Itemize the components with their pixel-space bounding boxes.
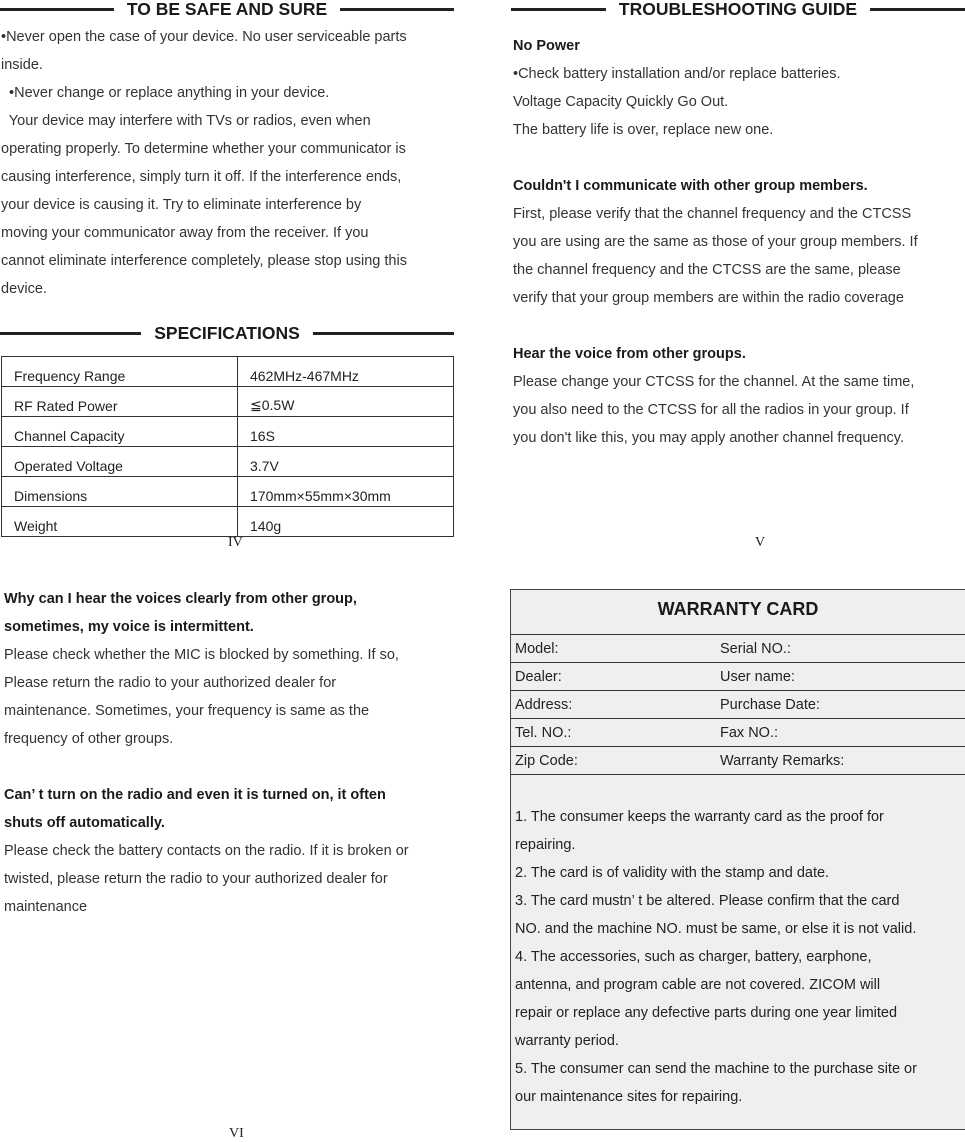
warranty-field-label: Zip Code:	[515, 752, 578, 769]
spec-label: Weight	[2, 507, 238, 537]
section-title: Couldn't I communicate with other group members.	[513, 178, 868, 194]
spec-row	[2, 507, 454, 537]
warranty-field-label: Serial NO.:	[720, 640, 791, 657]
safety-heading	[0, 0, 454, 18]
spec-value: 140g	[238, 507, 454, 537]
warranty-field-label: Model:	[515, 640, 559, 657]
faq-answer-line: maintenance. Sometimes, your frequency is same as the	[4, 703, 370, 719]
warranty-note-line: our maintenance sites for repairing.	[515, 1089, 743, 1105]
warranty-field-label: Warranty Remarks:	[720, 752, 845, 769]
page-number-vi: VI	[229, 1126, 244, 1141]
warranty-row	[511, 746, 965, 775]
warranty-note-line: 3. The card mustn’ t be altered. Please confirm that the card	[515, 893, 900, 909]
faq-answer-line: Please check whether the MIC is blocked by something. If so,	[4, 647, 399, 663]
section-title: No Power	[513, 38, 580, 54]
warranty-note-line: NO. and the machine NO. must be same, or else it is not valid.	[515, 921, 917, 937]
safety-line: cannot eliminate interference completely, please stop using this	[1, 253, 407, 269]
safety-line: Your device may interfere with TVs or radios, even when	[1, 113, 371, 129]
specifications-heading-text: SPECIFICATIONS	[154, 322, 300, 343]
warranty-field-label: Fax NO.:	[720, 724, 779, 741]
section-line: you don't like this, you may apply another channel frequency.	[513, 430, 905, 446]
spec-value: 3.7V	[238, 447, 454, 477]
specifications-table	[1, 356, 454, 537]
faq-question: sometimes, my voice is intermittent.	[4, 619, 254, 635]
spec-value: 462MHz-467MHz	[238, 357, 454, 387]
faq-text	[4, 585, 409, 921]
spec-label: Dimensions	[2, 477, 238, 507]
safety-line: operating properly. To determine whether your communicator is	[1, 141, 406, 157]
section-line: •Check battery installation and/or replace batteries.	[513, 66, 841, 82]
safety-line: moving your communicator away from the receiver. If you	[1, 225, 369, 241]
safety-line: inside.	[1, 57, 43, 73]
warranty-note-line: repair or replace any defective parts during one year limited	[515, 1005, 898, 1021]
safety-heading-text: TO BE SAFE AND SURE	[126, 0, 328, 19]
spec-row	[2, 417, 454, 447]
warranty-note-line: repairing.	[515, 837, 576, 853]
faq-answer-line: Please check the battery contacts on the radio. If it is broken or	[4, 843, 409, 859]
warranty-note-line: 1. The consumer keeps the warranty card as the proof for	[515, 809, 884, 825]
faq-question: shuts off automatically.	[4, 815, 165, 831]
safety-line: device.	[1, 281, 47, 297]
warranty-field-label: Address:	[515, 696, 573, 713]
specifications-heading	[0, 324, 454, 342]
warranty-note-line: antenna, and program cable are not covered. ZICOM will	[515, 977, 881, 993]
faq-question: Can’ t turn on the radio and even it is turned on, it often	[4, 787, 386, 803]
warranty-note-line: 2. The card is of validity with the stamp and date.	[515, 865, 830, 881]
spec-value: 170mm×55mm×30mm	[238, 477, 454, 507]
spec-value: ≦0.5W	[238, 387, 454, 417]
page-number-v: V	[755, 535, 766, 550]
warranty-note-line: 4. The accessories, such as charger, battery, earphone,	[515, 949, 872, 965]
faq-answer-line: twisted, please return the radio to your authorized dealer for	[4, 871, 388, 887]
page-number-iv: IV	[228, 535, 243, 550]
faq-answer-line: Please return the radio to your authorized dealer for	[4, 675, 337, 691]
section-line: First, please verify that the channel frequency and the CTCSS	[513, 206, 912, 222]
spec-row	[2, 387, 454, 417]
section-line: you are using are the same as those of your group members. If	[513, 234, 918, 250]
section-line: The battery life is over, replace new one.	[513, 122, 774, 138]
safety-line: your device is causing it. Try to eliminate interference by	[1, 197, 362, 213]
warranty-title: WARRANTY CARD	[657, 599, 819, 619]
spec-label: RF Rated Power	[2, 387, 238, 417]
troubleshooting-heading	[511, 0, 965, 18]
spacer	[513, 144, 918, 172]
warranty-field-label: User name:	[720, 668, 795, 685]
heading-rule-right	[313, 332, 454, 335]
heading-rule-right	[340, 8, 454, 11]
section-line: you also need to the CTCSS for all the radios in your group. If	[513, 402, 909, 418]
section-title: Hear the voice from other groups.	[513, 346, 746, 362]
heading-rule-left	[0, 332, 141, 335]
section-line: verify that your group members are within the radio coverage	[513, 290, 904, 306]
section-line: the channel frequency and the CTCSS are the same, please	[513, 262, 901, 278]
spec-label: Frequency Range	[2, 357, 238, 387]
spec-value: 16S	[238, 417, 454, 447]
spacer	[4, 753, 409, 781]
safety-line: causing interference, simply turn it off. If the interference ends,	[1, 169, 402, 185]
warranty-row	[511, 690, 965, 718]
warranty-row	[511, 718, 965, 746]
section-line: Please change your CTCSS for the channel. At the same time,	[513, 374, 915, 390]
faq-question: Why can I hear the voices clearly from other group,	[4, 591, 357, 607]
warranty-field-label: Purchase Date:	[720, 696, 820, 713]
safety-text	[1, 23, 407, 303]
warranty-row	[511, 634, 965, 662]
heading-rule-left	[0, 8, 114, 11]
spacer	[513, 312, 918, 340]
safety-line: •Never open the case of your device. No user serviceable parts	[1, 29, 407, 45]
safety-line: •Never change or replace anything in your device.	[1, 85, 330, 101]
warranty-row	[511, 662, 965, 690]
spec-label: Operated Voltage	[2, 447, 238, 477]
spec-label: Channel Capacity	[2, 417, 238, 447]
warranty-note-line: warranty period.	[515, 1033, 619, 1049]
spec-row	[2, 477, 454, 507]
faq-answer-line: frequency of other groups.	[4, 731, 174, 747]
spec-row	[2, 447, 454, 477]
heading-rule-left	[511, 8, 606, 11]
warranty-field-label: Tel. NO.:	[515, 724, 572, 741]
troubleshooting-heading-text: TROUBLESHOOTING GUIDE	[618, 0, 858, 19]
warranty-card	[510, 589, 965, 1130]
heading-rule-right	[870, 8, 965, 11]
warranty-note-line: 5. The consumer can send the machine to the purchase site or	[515, 1061, 917, 1077]
troubleshooting-text	[513, 32, 918, 452]
spec-row	[2, 357, 454, 387]
warranty-notes	[511, 775, 965, 1111]
warranty-field-label: Dealer:	[515, 668, 562, 685]
faq-answer-line: maintenance	[4, 899, 88, 915]
section-line: Voltage Capacity Quickly Go Out.	[513, 94, 729, 110]
